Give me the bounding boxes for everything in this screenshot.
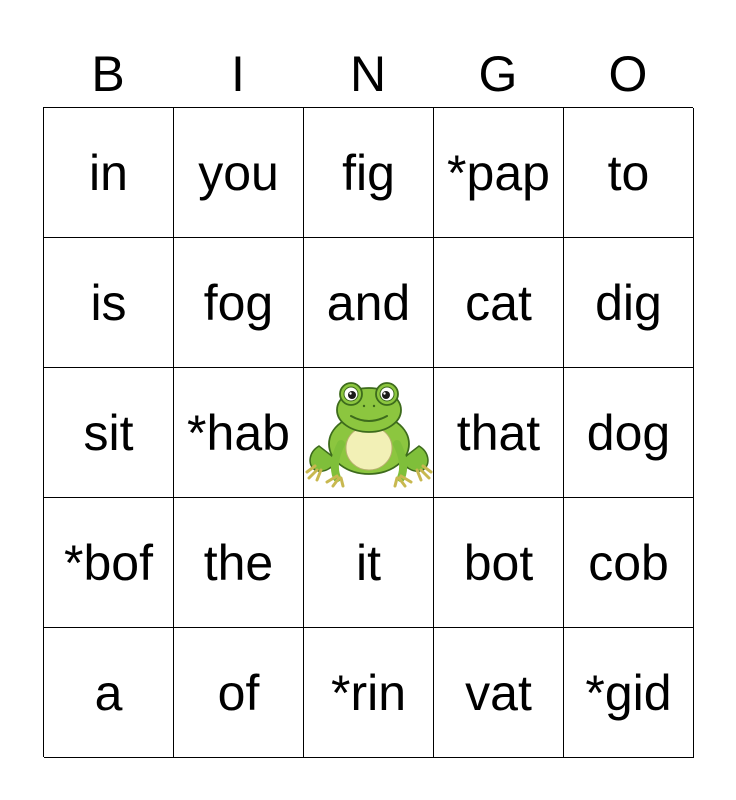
- header-letter-i: I: [231, 46, 245, 102]
- bingo-cell[interactable]: *rin: [304, 628, 434, 758]
- header-letter-o: O: [608, 46, 648, 102]
- bingo-cell[interactable]: cob: [564, 498, 694, 628]
- header-letter-b: B: [91, 46, 125, 102]
- bingo-cell[interactable]: is: [44, 238, 174, 368]
- bingo-cell[interactable]: *pap: [434, 108, 564, 238]
- bingo-cell[interactable]: and: [304, 238, 434, 368]
- bingo-cell[interactable]: of: [174, 628, 304, 758]
- bingo-cell[interactable]: *hab: [174, 368, 304, 498]
- bingo-cell[interactable]: cat: [434, 238, 564, 368]
- bingo-cell[interactable]: fig: [304, 108, 434, 238]
- bingo-cell[interactable]: *bof: [44, 498, 174, 628]
- frog-icon: [305, 374, 433, 492]
- bingo-cell[interactable]: dig: [564, 238, 694, 368]
- bingo-cell[interactable]: that: [434, 368, 564, 498]
- bingo-cell[interactable]: *gid: [564, 628, 694, 758]
- bingo-board: [43, 107, 693, 757]
- bingo-cell[interactable]: bot: [434, 498, 564, 628]
- bingo-cell[interactable]: a: [44, 628, 174, 758]
- bingo-cell[interactable]: vat: [434, 628, 564, 758]
- free-space-cell[interactable]: [304, 368, 434, 498]
- bingo-cell[interactable]: to: [564, 108, 694, 238]
- bingo-cell[interactable]: you: [174, 108, 304, 238]
- bingo-cell[interactable]: the: [174, 498, 304, 628]
- bingo-cell[interactable]: sit: [44, 368, 174, 498]
- bingo-cell[interactable]: dog: [564, 368, 694, 498]
- bingo-cell[interactable]: in: [44, 108, 174, 238]
- bingo-cell[interactable]: it: [304, 498, 434, 628]
- bingo-cell[interactable]: fog: [174, 238, 304, 368]
- header-letter-n: N: [349, 46, 387, 102]
- bingo-header: [43, 42, 693, 106]
- header-letter-g: G: [478, 46, 518, 102]
